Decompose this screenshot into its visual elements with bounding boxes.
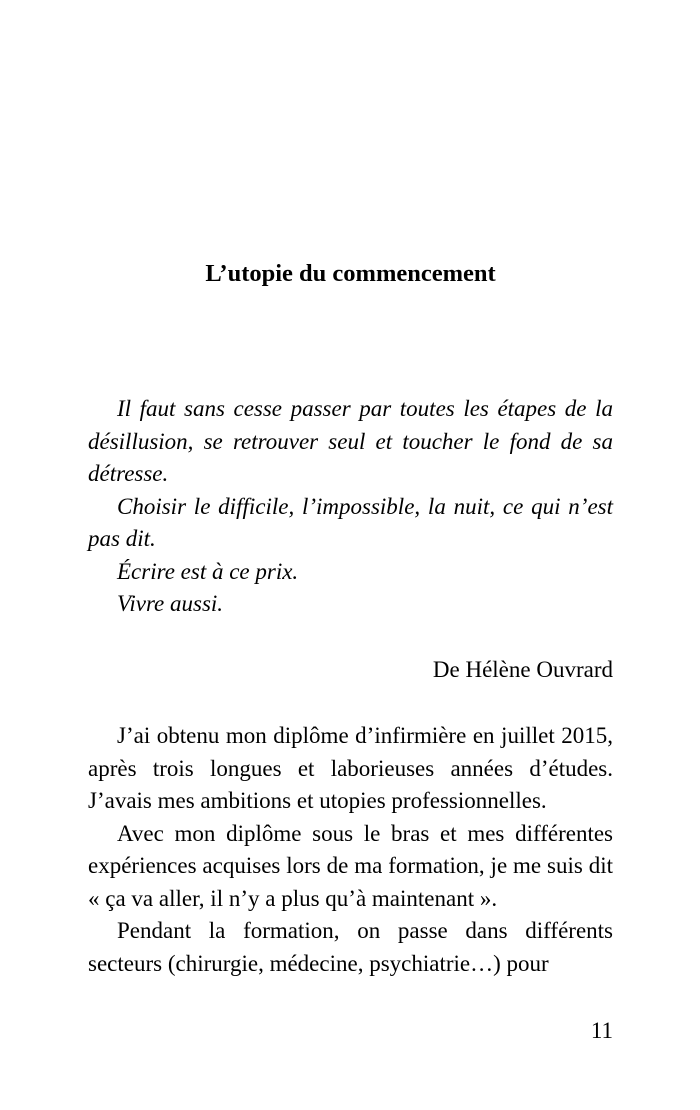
epigraph: [88, 393, 613, 621]
epigraph-paragraph: Vivre aussi.: [117, 591, 224, 616]
epigraph-paragraph: Écrire est à ce prix.: [117, 558, 299, 584]
body-text: [88, 720, 613, 980]
body-paragraph: Avec mon diplôme sous le bras et mes différentes expériences acquises lors de ma formation, je me suis dit « ça va aller, il n’y a plus qu’à maintenant ».: [88, 820, 613, 911]
epigraph-attribution: De Hélène Ouvrard: [432, 657, 613, 682]
body-paragraph: Pendant la formation, on passe dans différents secteurs (chirurgie, médecine, psychiatrie…) pour: [88, 918, 613, 976]
body-paragraph: J’ai obtenu mon diplôme d’infirmière en juillet 2015, après trois longues et laborieuses années d’études. J’avais mes ambitions et utopies professionnelles.: [88, 723, 613, 813]
page-number: 11: [590, 1018, 613, 1043]
chapter-title: L’utopie du commencement: [205, 260, 496, 287]
epigraph-paragraph: Il faut sans cesse passer par toutes les étapes de la désillusion, se retrouver seul et toucher le fond de sa détresse.: [88, 396, 613, 486]
epigraph-paragraph: Choisir le difficile, l’impossible, la nuit, ce qui n’est pas dit.: [88, 493, 613, 551]
